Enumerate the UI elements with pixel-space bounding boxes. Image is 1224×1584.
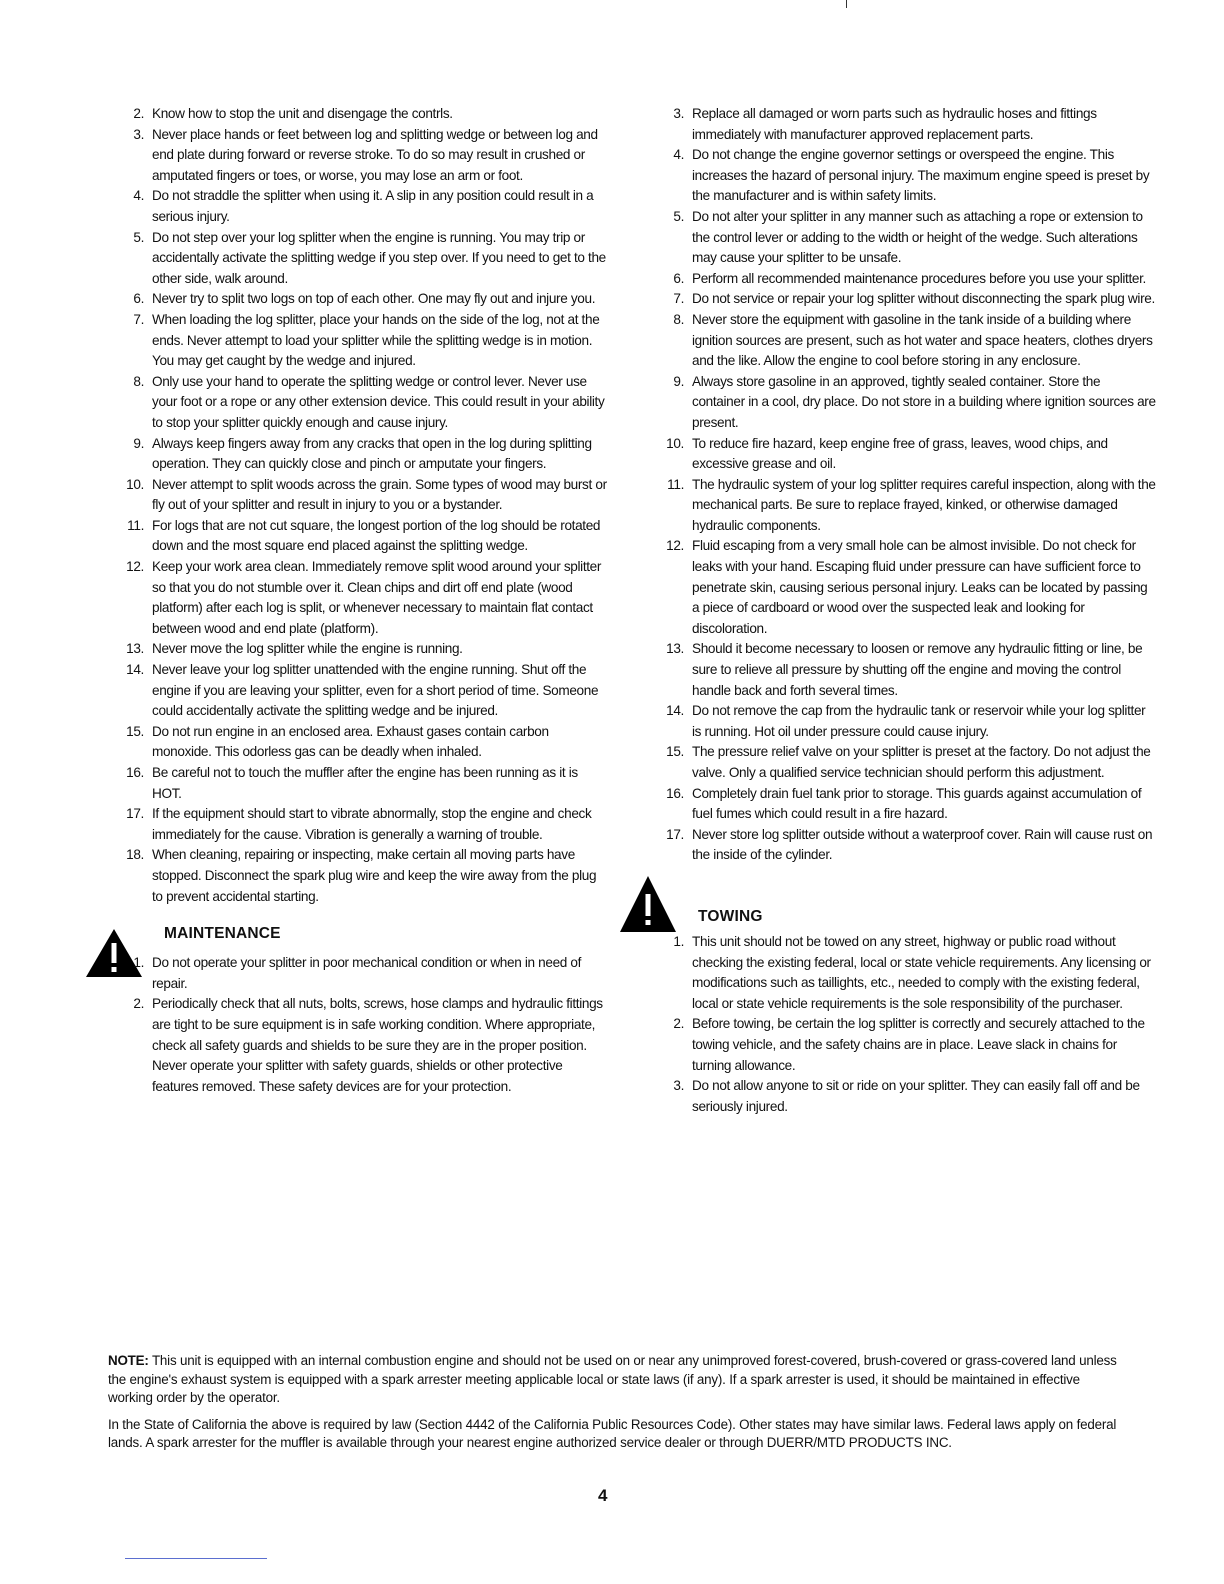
item-text: Always keep fingers away from any cracks that open in the log during splitting operation. They can quickly close and pinch or amputate your fingers.: [152, 435, 592, 472]
left-column: [108, 104, 608, 1097]
item-text: Keep your work area clean. Immediately remove split wood around your splitter so that you do not stumble over it. Clean chips and dirt off end plate (wood platform) after each log is split, or whenever necessary to maintain flat contact between wood and end plate (platform).: [152, 559, 602, 636]
item-text: Should it become necessary to loosen or remove any hydraulic fitting or line, be sure to relieve all pressure by shutting off the engine and moving the control handle back and forth several times.: [692, 641, 1143, 698]
item-number: 17.: [666, 826, 684, 842]
item-number: 13.: [126, 641, 144, 657]
item-text: Fluid escaping from a very small hole can be almost invisible. Do not check for leaks with your hand. Escaping fluid under pressure can have sufficient force to penetrate skin, causing serious personal injury. Leaks can be located by passing a piece of cardboard or wood over the suspected leak and looking for discoloration.: [692, 538, 1148, 636]
item-number: 3.: [673, 1078, 684, 1094]
item-text: If the equipment should start to vibrate abnormally, stop the engine and check immediately for the cause. Vibration is generally a warning of trouble.: [152, 806, 592, 842]
item-text: When cleaning, repairing or inspecting, make certain all moving parts have stopped. Disconnect the spark plug wire and keep the wire away from the plug to prevent accidental starting.: [152, 847, 597, 904]
item-number: 2.: [133, 106, 144, 121]
item-number: 16.: [126, 765, 144, 780]
item-text: Do not operate your splitter in poor mechanical condition or when in need of repair.: [152, 955, 582, 991]
item-number: 2.: [133, 996, 144, 1012]
list-item: [648, 269, 1156, 290]
item-number: 5.: [133, 229, 144, 245]
maintenance-section: [108, 921, 608, 1097]
list-item: [108, 125, 608, 187]
item-text: Never store the equipment with gasoline in the tank inside of a building where ignition sources are present, such as hot water and space heaters, clothes dryers and the like. Allow the engine to cool before storing in any enclosure.: [692, 311, 1153, 369]
item-number: 12.: [666, 538, 684, 554]
list-item: [648, 742, 1156, 783]
list-item: [108, 660, 608, 722]
list-item: [648, 536, 1156, 639]
item-text: Always store gasoline in an approved, tightly sealed container. Store the container in a cool, dry place. Do not store in a building where ignition sources are present.: [692, 373, 1156, 430]
safety-rules-list-left: [108, 104, 608, 907]
note-label: NOTE:: [108, 1353, 149, 1368]
item-text: Periodically check that all nuts, bolts, screws, hose clamps and hydraulic fittings are tight to be sure equipment is in safe working condition. Where appropriate, check all safety guards and shields to be sure they are in the proper position. Never operate your splitter with safety guards, shields or other protective features removed. These safety devices are for your protection.: [152, 996, 603, 1094]
item-number: 1.: [673, 933, 684, 949]
note-text: This unit is equipped with an internal combustion engine and should not be used on or near any unimproved forest-covered, brush-covered or grass-covered land unless the engine's exhaust system is equipped with a spark arrester meeting applicable local or state laws (if any). If a spark arrester is used, it should be maintained in effective working order by the operator.: [108, 1353, 1117, 1406]
note-paragraph: [108, 1352, 1128, 1408]
item-number: 14.: [666, 703, 684, 719]
list-item: [108, 639, 608, 660]
item-text: Do not run engine in an enclosed area. Exhaust gases contain carbon monoxide. This odorless gas can be deadly when inhaled.: [152, 723, 549, 760]
list-item: [648, 1076, 1156, 1117]
list-item: [648, 932, 1156, 1014]
item-text: Never move the log splitter while the engine is running.: [152, 641, 463, 657]
list-item: [648, 207, 1156, 269]
list-item: [648, 825, 1156, 866]
list-item: [108, 557, 608, 639]
list-item: [108, 104, 608, 125]
item-text: Do not service or repair your log splitter without disconnecting the spark plug wire.: [692, 291, 1155, 307]
notes-section: [108, 1352, 1128, 1461]
list-item: [108, 228, 608, 290]
list-item: [108, 994, 608, 1097]
list-item: [108, 310, 608, 372]
item-number: 17.: [126, 806, 144, 822]
item-number: 14.: [126, 662, 144, 678]
maintenance-header: [108, 921, 608, 951]
item-text: For logs that are not cut square, the longest portion of the log should be rotated down and the most square end placed against the splitting wedge.: [152, 517, 601, 554]
item-number: 10.: [666, 435, 684, 451]
list-item: [108, 722, 608, 763]
item-number: 7.: [673, 291, 684, 307]
list-item: [648, 701, 1156, 742]
item-text: The hydraulic system of your log splitter requires careful inspection, along with the mechanical parts. Be sure to replace frayed, kinked, or otherwise damaged hydraulic components.: [692, 476, 1156, 533]
item-number: 11.: [127, 517, 144, 533]
item-text: Do not remove the cap from the hydraulic tank or reservoir while your log splitter is running. Hot oil under pressure could cause injury.: [692, 703, 1146, 739]
maintenance-heading: MAINTENANCE: [164, 925, 281, 943]
item-text: Do not straddle the splitter when using it. A slip in any position could result in a serious injury.: [152, 188, 594, 224]
towing-list: [648, 932, 1156, 1117]
item-number: 9.: [673, 373, 684, 389]
item-text: This unit should not be towed on any street, highway or public road without checking the existing federal, local or state vehicle requirements. Any licensing or modifications such as taillights, etc., needed to comply with the existing federal, local or state vehicle requirements is the sole responsibility of the purchaser.: [692, 933, 1151, 1011]
bottom-rule: [125, 1558, 267, 1559]
list-item: [648, 434, 1156, 475]
item-text: Before towing, be certain the log splitter is correctly and securely attached to the towing vehicle, and the safety chains are in place. Leave slack in chains for turning allowance.: [692, 1016, 1145, 1073]
list-item: [648, 475, 1156, 537]
item-number: 6.: [133, 291, 144, 307]
item-number: 15.: [666, 744, 684, 760]
item-number: 2.: [673, 1016, 684, 1032]
item-number: 3.: [133, 126, 144, 142]
list-item: [108, 434, 608, 475]
item-number: 1.: [133, 955, 144, 971]
list-item: [648, 784, 1156, 825]
list-item: [648, 289, 1156, 310]
item-number: 7.: [133, 311, 144, 327]
item-text: When loading the log splitter, place your hands on the side of the log, not at the ends. Never attempt to load your splitter while the splitting wedge is in motion. You may get caught by the wedge and injured.: [152, 311, 600, 369]
item-number: 4.: [673, 147, 684, 163]
list-item: [648, 372, 1156, 434]
item-number: 12.: [126, 559, 144, 575]
item-number: 8.: [673, 311, 684, 327]
item-text: Completely drain fuel tank prior to storage. This guards against accumulation of fuel fumes which could result in a fire hazard.: [692, 785, 1142, 822]
towing-section: [648, 902, 1156, 1117]
item-text: Never attempt to split woods across the grain. Some types of wood may burst or fly out of your splitter and result in injury to you or a bystander.: [152, 476, 607, 513]
item-text: Never leave your log splitter unattended with the engine running. Shut off the engine if you are leaving your splitter, even for a short period of time. Someone could accidentally activate the splitting wedge and be injured.: [152, 662, 599, 719]
list-item: [648, 310, 1156, 372]
list-item: [108, 186, 608, 227]
item-number: 3.: [673, 106, 684, 121]
item-number: 10.: [126, 476, 144, 492]
list-item: [108, 763, 608, 804]
list-item: [108, 953, 608, 994]
safety-rules-list-right: [648, 104, 1156, 866]
item-text: To reduce fire hazard, keep engine free of grass, leaves, wood chips, and excessive grease and oil.: [692, 435, 1108, 472]
list-item: [108, 804, 608, 845]
item-text: Replace all damaged or worn parts such as hydraulic hoses and fittings immediately with manufacturer approved replacement parts.: [692, 106, 1097, 142]
list-item: [648, 145, 1156, 207]
item-number: 18.: [126, 847, 144, 863]
item-text: Do not allow anyone to sit or ride on your splitter. They can easily fall off and be seriously injured.: [692, 1078, 1140, 1114]
item-text: Do not alter your splitter in any manner such as attaching a rope or extension to the control lever or adding to the width or height of the wedge. Such alterations may cause your splitter to be unsafe.: [692, 208, 1143, 266]
list-item: [648, 104, 1156, 145]
scan-mark: [846, 0, 847, 8]
list-item: [648, 1014, 1156, 1076]
list-item: [108, 516, 608, 557]
towing-heading: TOWING: [698, 907, 763, 925]
item-text: Be careful not to touch the muffler after the engine has been running as it is HOT.: [152, 765, 578, 801]
item-text: Do not change the engine governor settings or overspeed the engine. This increases the hazard of personal injury. The maximum engine speed is preset by the manufacturer and is within safety limits.: [692, 147, 1150, 204]
list-item: [108, 475, 608, 516]
item-text: The pressure relief valve on your splitter is preset at the factory. Do not adjust the valve. Only a qualified service technician should perform this adjustment.: [692, 744, 1151, 780]
right-column: [648, 104, 1156, 1117]
item-number: 8.: [133, 373, 144, 389]
item-number: 16.: [666, 785, 684, 801]
item-text: Never place hands or feet between log and splitting wedge or between log and end plate during forward or reverse stroke. To do so may result in crushed or amputated fingers or toes, or worse, you may lose an arm or foot.: [152, 126, 598, 183]
item-text: Do not step over your log splitter when the engine is running. You may trip or accidentally activate the splitting wedge if you step over. If you need to get to the other side, walk around.: [152, 229, 606, 286]
item-text: Know how to stop the unit and disengage the contrls.: [152, 106, 453, 121]
item-text: Never store log splitter outside without a waterproof cover. Rain will cause rust on the inside of the cylinder.: [692, 826, 1153, 863]
item-text: Perform all recommended maintenance procedures before you use your splitter.: [692, 270, 1146, 286]
item-number: 6.: [673, 270, 684, 286]
list-item: [108, 845, 608, 907]
page-number: 4: [598, 1486, 608, 1505]
item-number: 4.: [133, 188, 144, 204]
maintenance-list: [108, 953, 608, 1097]
item-number: 15.: [126, 723, 144, 739]
item-number: 9.: [133, 435, 144, 451]
item-text: Only use your hand to operate the splitting wedge or control lever. Never use your foot or a rope or any other extension device. This could result in your ability to stop your splitter quickly enough and cause injury.: [152, 373, 605, 430]
item-number: 13.: [666, 641, 684, 657]
item-number: 5.: [673, 208, 684, 224]
list-item: [648, 639, 1156, 701]
california-paragraph: In the State of California the above is required by law (Section 4442 of the California Public Resources Code). Other states may have similar laws. Federal laws apply on federal lands. A spark arrester for the muffler is available through your nearest engine authorized service dealer or through DUERR/MTD PRODUCTS INC.: [108, 1416, 1117, 1451]
item-text: Never try to split two logs on top of each other. One may fly out and injure you.: [152, 291, 596, 307]
list-item: [108, 372, 608, 434]
item-number: 11.: [667, 476, 684, 492]
warning-icon: [618, 874, 678, 936]
towing-header: [648, 902, 1156, 932]
list-item: [108, 289, 608, 310]
